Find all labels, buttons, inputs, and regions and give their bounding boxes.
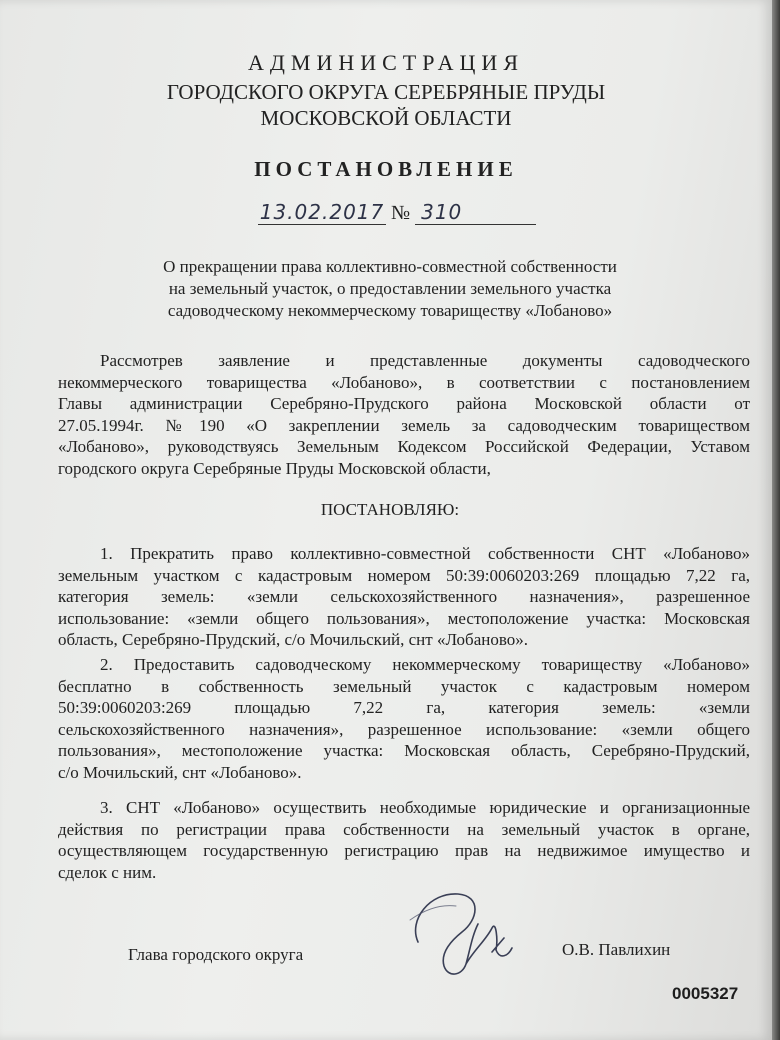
preamble-line: 27.05.1994г. №190 «О закреплении земель за садоводческим товариществом — [58, 415, 750, 435]
header-administration: АДМИНИСТРАЦИЯ — [248, 50, 524, 75]
item-2-line: пользования», местоположение участка: Московская область, Серебряно-Прудский, — [58, 741, 750, 760]
item-1-line: категория земель: «земли сельскохозяйственного назначения», разрешенное — [58, 587, 750, 606]
item-3-line: осуществляющем государственную регистрацию прав на недвижимое имущество и — [58, 841, 750, 860]
item-3-paragraph — [58, 797, 750, 883]
number-sign: № — [391, 202, 411, 224]
header-region: МОСКОВСКОЙ ОБЛАСТИ — [260, 106, 512, 130]
handwritten-date: 13.02.2017 — [259, 200, 385, 224]
item-3-line: действия по регистрации права собственности на земельный участок в органе, — [58, 819, 750, 839]
subject-line-2: на земельный участок, о предоставлении земельного участка — [168, 279, 612, 298]
item-2-line: 50:39:0060203:269 площадью 7,22 га, категория земель: «земли — [58, 698, 750, 717]
date-number-line — [258, 200, 536, 225]
item-2-line: сельскохозяйственного назначения», разрешенное использование: «земли общего — [58, 719, 750, 739]
item-1-line: область, Серебряно-Прудский, с/о Мочильский, снт «Лобаново». — [58, 630, 529, 649]
handwritten-number: 310 — [415, 200, 536, 225]
serial-number: 0005327 — [672, 984, 739, 1003]
signatory-name: О.В. Павлихин — [562, 940, 671, 959]
item-1-line: использование: «земли общего пользования», местоположение участка: Московская — [58, 608, 750, 628]
item-3-line: сделок с ним. — [58, 862, 157, 882]
page-edge-shadow — [772, 0, 780, 1040]
item-2-line: бесплатно в собственность земельный участок с кадастровым номером — [58, 676, 750, 696]
preamble-line: Главы администрации Серебряно-Прудского района Московской области от — [58, 394, 750, 413]
subject-line-1: О прекращении права коллективно-совместной собственности — [163, 257, 617, 276]
item-1-line: 1. Прекратить право коллективно-совместной собственности СНТ «Лобаново» — [100, 544, 750, 563]
item-2-line: с/о Мочильский, снт «Лобаново». — [58, 762, 302, 782]
document-type-title: ПОСТАНОВЛЕНИЕ — [254, 157, 518, 181]
item-1-line: земельным участком с кадастровым номером 50:39:0060203:269 площадью 7,22 га, — [58, 565, 750, 585]
preamble-line: городского округа Серебряные Пруды Московской области, — [58, 458, 491, 478]
preamble-line: некоммерческого товарищества «Лобаново», в соответствии с постановлением — [58, 372, 750, 392]
preamble-line: «Лобаново», руководствуясь Земельным Кодексом Российской Федерации, Уставом — [58, 437, 750, 456]
item-2-paragraph — [58, 654, 750, 783]
handwritten-signature — [400, 880, 520, 990]
header-district: ГОРОДСКОГО ОКРУГА СЕРЕБРЯНЫЕ ПРУДЫ — [166, 80, 606, 104]
signatory-title: Глава городского округа — [128, 945, 304, 964]
item-1-paragraph — [58, 543, 750, 651]
item-2-line: 2. Предоставить садоводческому некоммерческому товариществу «Лобаново» — [100, 655, 750, 674]
decree-heading: ПОСТАНОВЛЯЮ: — [320, 500, 460, 519]
item-3-line: 3. СНТ «Лобаново» осуществить необходимые юридические и организационные — [100, 798, 750, 817]
preamble-paragraph — [58, 350, 750, 479]
subject-line-3: садоводческому некоммерческому товариществу «Лобаново» — [167, 301, 613, 320]
preamble-line: Рассмотрев заявление и представленные документы садоводческого — [100, 351, 750, 370]
